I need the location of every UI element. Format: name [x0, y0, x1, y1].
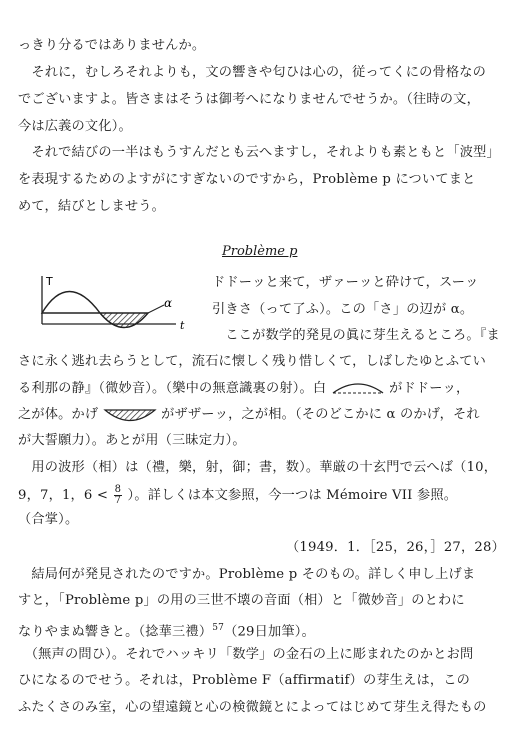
text-fragment: 之が体。かげ	[18, 407, 99, 422]
text-line	[18, 619, 315, 641]
text-line: ふたくさのみ室，心の望遠鏡と心の検微鏡とによってはじめて芽生え得たもの	[18, 700, 487, 715]
wave-trough-hatched	[100, 313, 148, 328]
date-line: （1949．1．［25，26，］27，28）	[286, 540, 505, 555]
text-line: それに，むしろそれよりも，文の響きや匂ひは心の，従ってくにの骨格なの	[18, 65, 487, 80]
text-line: めて，結びとしませう。	[18, 199, 165, 214]
text-fragment: （29日加筆）。	[224, 624, 315, 640]
text-line: 用の波形（相）は（禮，樂，射，御；書，数）。華厳の十玄門で云へば（10，	[18, 460, 498, 475]
text-fragment: 9，7，1，6 <	[18, 488, 109, 503]
text-line	[18, 406, 480, 424]
text-line: 引きさ（って了ふ）。この「さ」の辺が α。	[212, 302, 474, 317]
text-line: 結局何が発見されたのですか。Problème p そのもの。詳しく申し上げま	[18, 567, 476, 582]
fraction-numerator: 8	[114, 484, 122, 495]
fraction-denominator: 7	[114, 495, 122, 506]
text-line: ドドーッと来て，ザァーッと砕けて，スーッ	[212, 275, 479, 290]
text-line	[18, 380, 469, 398]
alpha-pointer	[148, 305, 164, 313]
text-line: （無声の問ひ）。それでハッキリ「数学」の金石の上に彫まれたのかとお問	[18, 647, 474, 662]
text-line: っきり分るではありませんか。	[18, 38, 206, 53]
text-fragment: がザザーッ，之が相。（そのどこかに α のかげ，それ	[161, 407, 480, 422]
text-line: すと，「Problème p」の用の三世不壊の音面（相）と「微妙音」のとわに	[18, 593, 465, 608]
text-line: さに永く逃れ去らうとして，流石に懐しく残り惜しくて，しばしたゆとふてい	[18, 354, 487, 369]
footnote-ref: 57	[212, 623, 225, 633]
section-heading: Problème p	[222, 244, 298, 259]
text-line: ひになるのでせう。それは，Problème F（affirmatif）の芽生えは，この	[18, 673, 471, 688]
text-line: （合掌）。	[18, 512, 79, 527]
text-fragment: ）。詳しくは本文参照，今一つは Mémoire VII 参照。	[127, 488, 458, 503]
fraction	[114, 485, 123, 506]
alpha-label: α	[164, 296, 173, 310]
text-fragment: がドドーッ，	[389, 381, 470, 396]
wave-figure	[28, 272, 200, 336]
crest-wave-symbol	[331, 381, 385, 397]
text-line: ここが数学的発見の眞に芽生えるところ。『ま	[212, 328, 500, 343]
text-line: が大誓願力）。あとが用（三昧定力）。	[18, 433, 246, 448]
t-label: T	[46, 275, 53, 288]
t-axis-label: t	[180, 319, 185, 332]
text-line: を表現するためのよすがにすぎないのですから，Problème p についてまと	[18, 172, 476, 187]
trough-wave-symbol	[103, 407, 157, 423]
text-line	[18, 485, 457, 506]
text-fragment: なりやまぬ響きと。（捻華三禮）	[18, 624, 213, 640]
text-fragment: る利那の静』（微妙音）。（樂中の無意識裏の射）。白	[18, 381, 327, 396]
text-line: でございますよ。皆さまはそうは御考へになりませんでせうか。（往時の文，	[18, 92, 480, 107]
text-line: 今は広義の文化）。	[18, 119, 132, 134]
text-line: それで結びの一半はもうすんだとも云へますし，それよりも素ともと「波型」	[18, 145, 500, 160]
